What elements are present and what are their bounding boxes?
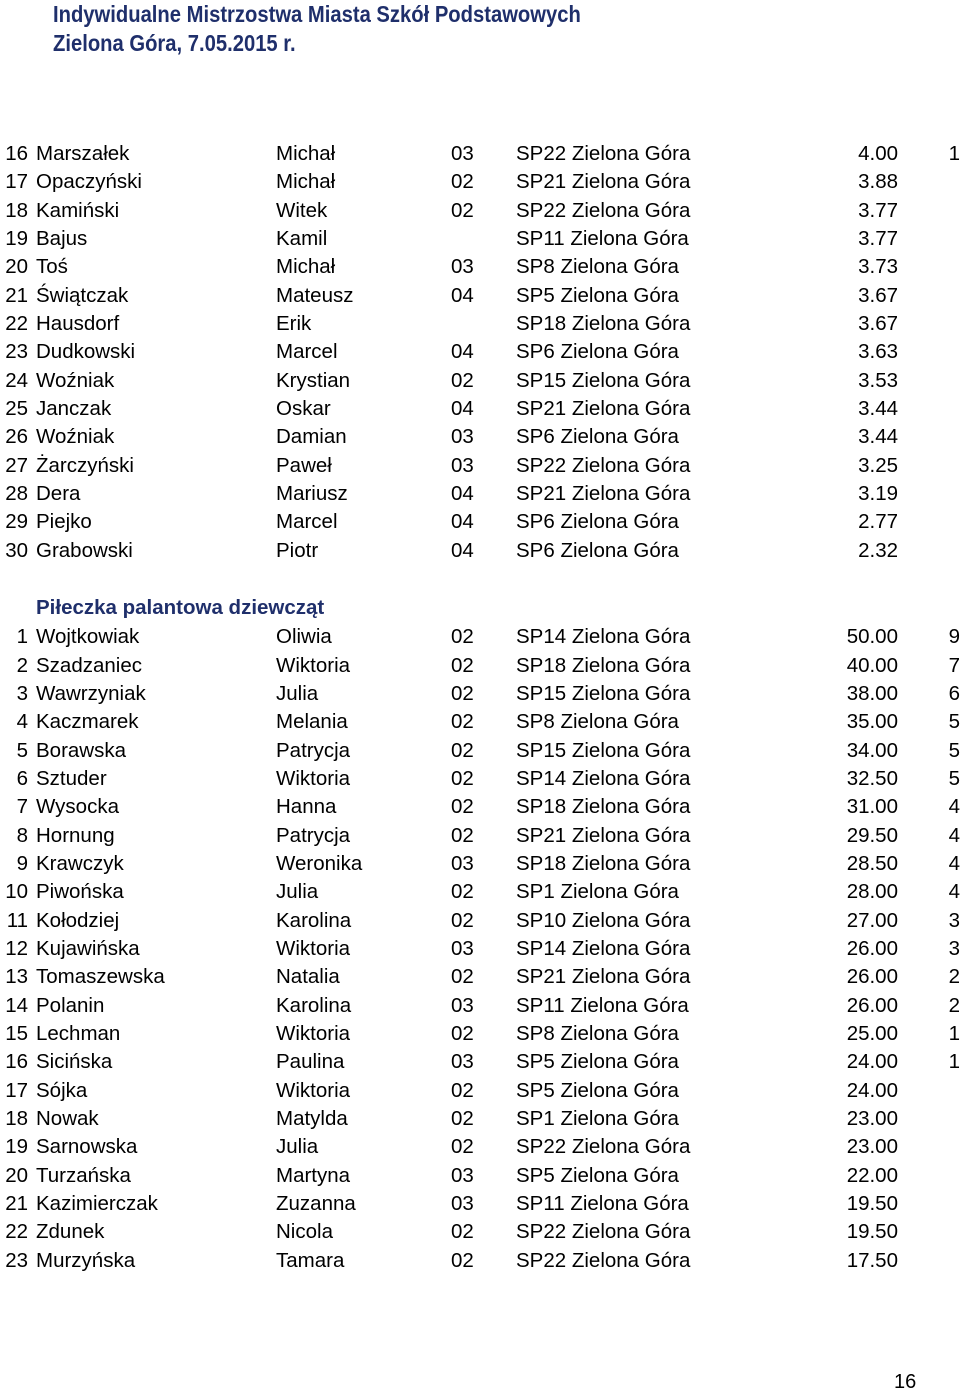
- cell-rank: 28: [5, 482, 28, 506]
- cell-surname: Zdunek: [36, 1220, 105, 1244]
- cell-school: SP6 Zielona Góra: [516, 340, 679, 364]
- cell-school: SP11 Zielona Góra: [516, 993, 689, 1017]
- cell-rank: 26: [5, 425, 28, 449]
- cell-rank: 7: [16, 795, 28, 819]
- cell-year: 03: [451, 851, 474, 875]
- cell-year: 02: [451, 1220, 474, 1244]
- cell-year: 04: [451, 283, 474, 307]
- cell-name: Julia: [276, 880, 319, 904]
- cell-name: Patrycja: [276, 738, 351, 762]
- cell-year: 04: [451, 340, 474, 364]
- girls-section-title: Piłeczka palantowa dziewcząt: [36, 596, 325, 620]
- cell-surname: Toś: [36, 255, 68, 279]
- table-row: [0, 907, 960, 935]
- cell-surname: Żarczyński: [36, 453, 134, 477]
- cell-surname: Kujawińska: [36, 936, 140, 960]
- cell-result: 38.00: [846, 681, 898, 705]
- cell-name: Mariusz: [276, 482, 348, 506]
- cell-name: Natalia: [276, 965, 340, 989]
- cell-name: Damian: [276, 425, 347, 449]
- table-row: [0, 623, 960, 651]
- cell-rank: 30: [5, 538, 28, 562]
- cell-surname: Kołodziej: [36, 908, 120, 932]
- cell-points: 6: [948, 681, 960, 705]
- cell-points: 4: [948, 880, 960, 904]
- table-row: [0, 508, 960, 536]
- cell-surname: Sicińska: [36, 1050, 113, 1074]
- cell-rank: 10: [5, 880, 28, 904]
- cell-name: Wiktoria: [276, 766, 351, 790]
- cell-result: 2.32: [858, 538, 898, 562]
- cell-name: Marcel: [276, 510, 338, 534]
- table-row: [0, 850, 960, 878]
- cell-result: 25.00: [846, 1021, 898, 1045]
- cell-name: Karolina: [276, 993, 352, 1017]
- cell-surname: Opaczyński: [36, 170, 142, 194]
- cell-rank: 6: [16, 766, 28, 790]
- table-row: [0, 1077, 960, 1105]
- cell-rank: 17: [5, 170, 28, 194]
- table-row: [0, 423, 960, 451]
- cell-surname: Borawska: [36, 738, 127, 762]
- cell-name: Julia: [276, 1135, 319, 1159]
- cell-year: 04: [451, 538, 474, 562]
- cell-school: SP18 Zielona Góra: [516, 795, 691, 819]
- cell-rank: 9: [16, 851, 28, 875]
- cell-school: SP6 Zielona Góra: [516, 425, 679, 449]
- cell-points: 1: [948, 1050, 960, 1074]
- cell-surname: Woźniak: [36, 368, 115, 392]
- table-row: [0, 395, 960, 423]
- cell-year: 02: [451, 1078, 474, 1102]
- cell-school: SP15 Zielona Góra: [516, 368, 691, 392]
- cell-school: SP18 Zielona Góra: [516, 653, 691, 677]
- cell-name: Wiktoria: [276, 936, 351, 960]
- cell-year: 02: [451, 823, 474, 847]
- table-row: [0, 253, 960, 281]
- cell-surname: Wawrzyniak: [36, 681, 146, 705]
- cell-school: SP1 Zielona Góra: [516, 1107, 679, 1130]
- cell-school: SP5 Zielona Góra: [516, 1078, 679, 1102]
- cell-name: Michał: [276, 170, 336, 194]
- cell-surname: Woźniak: [36, 425, 115, 449]
- cell-result: 3.73: [858, 255, 898, 279]
- cell-year: 02: [451, 965, 474, 989]
- cell-surname: Marszałek: [36, 142, 130, 165]
- cell-rank: 1: [16, 625, 28, 649]
- cell-rank: 4: [16, 710, 28, 734]
- cell-rank: 19: [5, 227, 28, 251]
- cell-school: SP5 Zielona Góra: [516, 283, 679, 307]
- cell-result: 26.00: [846, 936, 898, 960]
- cell-rank: 11: [6, 908, 28, 932]
- cell-surname: Kazimierczak: [36, 1192, 158, 1216]
- cell-school: SP21 Zielona Góra: [516, 170, 691, 194]
- cell-points: 1: [948, 142, 960, 165]
- cell-surname: Tomaszewska: [36, 965, 165, 989]
- cell-name: Wiktoria: [276, 1078, 351, 1102]
- cell-points: 4: [948, 851, 960, 875]
- cell-surname: Świątczak: [36, 283, 129, 307]
- cell-year: 02: [451, 1021, 474, 1045]
- cell-result: 24.00: [846, 1050, 898, 1074]
- cell-points: 2: [948, 993, 960, 1017]
- cell-surname: Piejko: [36, 510, 92, 534]
- cell-result: 19.50: [846, 1192, 898, 1216]
- cell-surname: Sarnowska: [36, 1135, 138, 1159]
- cell-name: Julia: [276, 681, 319, 705]
- header-date: Zielona Góra, 7.05.2015 r.: [53, 30, 296, 56]
- cell-surname: Krawczyk: [36, 851, 124, 875]
- cell-points: 3: [948, 936, 960, 960]
- cell-rank: 5: [16, 738, 28, 762]
- results-table: [0, 140, 960, 1275]
- cell-surname: Wojtkowiak: [36, 625, 140, 649]
- cell-name: Karolina: [276, 908, 352, 932]
- cell-name: Kamil: [276, 227, 328, 251]
- cell-school: SP22 Zielona Góra: [516, 1220, 691, 1244]
- cell-school: SP18 Zielona Góra: [516, 312, 691, 336]
- cell-rank: 18: [5, 198, 28, 222]
- cell-result: 3.63: [858, 340, 898, 364]
- cell-result: 31.00: [846, 795, 898, 819]
- cell-surname: Hornung: [36, 823, 115, 847]
- cell-year: 02: [451, 653, 474, 677]
- cell-school: SP8 Zielona Góra: [516, 255, 679, 279]
- cell-result: 3.67: [858, 283, 898, 307]
- cell-surname: Dera: [36, 482, 81, 506]
- table-row: [0, 225, 960, 253]
- cell-year: 02: [451, 1107, 474, 1130]
- cell-year: 02: [451, 681, 474, 705]
- cell-rank: 13: [5, 965, 28, 989]
- cell-points: 2: [948, 965, 960, 989]
- cell-rank: 17: [5, 1078, 28, 1102]
- cell-rank: 23: [5, 340, 28, 364]
- cell-school: SP18 Zielona Góra: [516, 851, 691, 875]
- cell-school: SP11 Zielona Góra: [516, 227, 689, 251]
- cell-name: Paweł: [276, 453, 332, 477]
- cell-school: SP10 Zielona Góra: [516, 908, 691, 932]
- cell-surname: Szadzaniec: [36, 653, 142, 677]
- cell-surname: Grabowski: [36, 538, 133, 562]
- cell-name: Hanna: [276, 795, 337, 819]
- cell-result: 27.00: [846, 908, 898, 932]
- cell-school: SP14 Zielona Góra: [516, 766, 691, 790]
- cell-result: 19.50: [846, 1220, 898, 1244]
- cell-rank: 25: [5, 397, 28, 421]
- table-row: [0, 992, 960, 1020]
- cell-rank: 15: [5, 1021, 28, 1045]
- cell-rank: 21: [5, 1192, 28, 1216]
- cell-school: SP1 Zielona Góra: [516, 880, 679, 904]
- cell-points: 1: [948, 1021, 960, 1045]
- cell-points: 4: [948, 795, 960, 819]
- cell-points: 5: [948, 738, 960, 762]
- cell-year: 02: [451, 1135, 474, 1159]
- cell-name: Matylda: [276, 1107, 348, 1130]
- cell-year: 02: [451, 766, 474, 790]
- cell-name: Mateusz: [276, 283, 354, 307]
- cell-year: 02: [451, 368, 474, 392]
- cell-school: SP11 Zielona Góra: [516, 1192, 689, 1216]
- cell-rank: 27: [5, 453, 28, 477]
- cell-surname: Wysocka: [36, 795, 119, 819]
- cell-result: 23.00: [846, 1107, 898, 1130]
- cell-points: 5: [948, 766, 960, 790]
- cell-points: 3: [948, 908, 960, 932]
- cell-result: 22.00: [846, 1163, 898, 1187]
- cell-result: 3.67: [858, 312, 898, 336]
- cell-name: Wiktoria: [276, 653, 351, 677]
- table-row: [0, 1162, 960, 1190]
- cell-year: 03: [451, 993, 474, 1017]
- cell-school: SP21 Zielona Góra: [516, 823, 691, 847]
- table-row: [0, 338, 960, 366]
- cell-rank: 8: [16, 823, 28, 847]
- cell-surname: Janczak: [36, 397, 112, 421]
- cell-year: 02: [451, 710, 474, 734]
- cell-name: Erik: [276, 312, 312, 336]
- cell-result: 32.50: [846, 766, 898, 790]
- header-title: Indywidualne Mistrzostwa Miasta Szkół Podstawowych: [53, 1, 581, 27]
- cell-school: SP6 Zielona Góra: [516, 538, 679, 562]
- cell-school: SP5 Zielona Góra: [516, 1050, 679, 1074]
- cell-result: 2.77: [858, 510, 898, 534]
- table-row: [0, 652, 960, 680]
- boys-results: [0, 140, 960, 565]
- page-number: 16: [894, 1371, 917, 1393]
- cell-result: 3.77: [858, 227, 898, 251]
- section-gap: [0, 565, 960, 593]
- table-row: [0, 708, 960, 736]
- cell-school: SP5 Zielona Góra: [516, 1163, 679, 1187]
- cell-name: Paulina: [276, 1050, 345, 1074]
- cell-surname: Nowak: [36, 1107, 99, 1130]
- table-row: [0, 765, 960, 793]
- cell-name: Nicola: [276, 1220, 333, 1244]
- cell-school: SP14 Zielona Góra: [516, 625, 691, 649]
- cell-school: SP14 Zielona Góra: [516, 936, 691, 960]
- table-row: [0, 367, 960, 395]
- cell-school: SP15 Zielona Góra: [516, 738, 691, 762]
- cell-school: SP21 Zielona Góra: [516, 965, 691, 989]
- cell-year: 04: [451, 397, 474, 421]
- cell-result: 26.00: [846, 993, 898, 1017]
- cell-year: 02: [451, 795, 474, 819]
- cell-points: 7: [948, 653, 960, 677]
- table-row: [0, 168, 960, 196]
- cell-surname: Piwońska: [36, 880, 124, 904]
- cell-result: 3.19: [858, 482, 898, 506]
- table-row: [0, 737, 960, 765]
- cell-year: 03: [451, 255, 474, 279]
- cell-year: 02: [451, 908, 474, 932]
- cell-result: 23.00: [846, 1135, 898, 1159]
- table-row: [0, 282, 960, 310]
- cell-rank: 16: [5, 142, 28, 165]
- cell-rank: 21: [5, 283, 28, 307]
- cell-name: Krystian: [276, 368, 351, 392]
- cell-surname: Lechman: [36, 1021, 121, 1045]
- cell-result: 3.77: [858, 198, 898, 222]
- table-row: [0, 537, 960, 565]
- table-row: [0, 310, 960, 338]
- cell-result: 50.00: [846, 625, 898, 649]
- table-row: [0, 935, 960, 963]
- cell-year: 03: [451, 1192, 474, 1216]
- cell-rank: 16: [5, 1050, 28, 1074]
- cell-year: 02: [451, 198, 474, 222]
- cell-school: SP22 Zielona Góra: [516, 453, 691, 477]
- cell-result: 26.00: [846, 965, 898, 989]
- cell-name: Melania: [276, 710, 348, 734]
- cell-rank: 14: [5, 993, 28, 1017]
- cell-points: 5: [948, 710, 960, 734]
- cell-year: 03: [451, 453, 474, 477]
- cell-result: 3.44: [858, 397, 898, 421]
- girls-results: [0, 623, 960, 1275]
- cell-rank: 19: [5, 1135, 28, 1159]
- cell-surname: Hausdorf: [36, 312, 120, 336]
- cell-points: 9: [948, 625, 960, 649]
- cell-name: Zuzanna: [276, 1192, 356, 1216]
- cell-rank: 29: [5, 510, 28, 534]
- cell-rank: 3: [16, 681, 28, 705]
- cell-result: 17.50: [846, 1248, 898, 1272]
- cell-name: Michał: [276, 255, 336, 279]
- cell-year: 02: [451, 170, 474, 194]
- cell-surname: Dudkowski: [36, 340, 136, 364]
- cell-school: SP6 Zielona Góra: [516, 510, 679, 534]
- cell-school: SP21 Zielona Góra: [516, 397, 691, 421]
- table-row: [0, 1190, 960, 1218]
- cell-result: 3.88: [858, 170, 898, 194]
- cell-surname: Turzańska: [36, 1163, 131, 1187]
- cell-school: SP8 Zielona Góra: [516, 710, 679, 734]
- cell-name: Oskar: [276, 397, 331, 421]
- cell-rank: 22: [5, 312, 28, 336]
- cell-name: Piotr: [276, 538, 319, 562]
- cell-school: SP22 Zielona Góra: [516, 198, 691, 222]
- cell-rank: 2: [16, 653, 28, 677]
- cell-result: 3.25: [858, 453, 898, 477]
- cell-school: SP22 Zielona Góra: [516, 1248, 691, 1272]
- cell-rank: 20: [5, 255, 28, 279]
- cell-result: 3.44: [858, 425, 898, 449]
- table-row: [0, 1133, 960, 1161]
- cell-surname: Polanin: [36, 993, 105, 1017]
- cell-result: 40.00: [846, 653, 898, 677]
- table-row: [0, 480, 960, 508]
- cell-surname: Kaczmarek: [36, 710, 139, 734]
- table-row: [0, 822, 960, 850]
- cell-year: 04: [451, 510, 474, 534]
- cell-school: SP21 Zielona Góra: [516, 482, 691, 506]
- cell-year: 03: [451, 142, 474, 165]
- cell-name: Martyna: [276, 1163, 351, 1187]
- cell-year: 04: [451, 482, 474, 506]
- cell-surname: Bajus: [36, 227, 88, 251]
- cell-name: Tamara: [276, 1248, 345, 1272]
- table-row: [0, 680, 960, 708]
- cell-rank: 23: [5, 1248, 28, 1272]
- cell-surname: Kamiński: [36, 198, 120, 222]
- table-row: [0, 1218, 960, 1246]
- cell-year: 02: [451, 880, 474, 904]
- cell-surname: Murzyńska: [36, 1248, 136, 1272]
- cell-year: 03: [451, 1163, 474, 1187]
- cell-year: 03: [451, 1050, 474, 1074]
- cell-rank: 12: [5, 936, 28, 960]
- document-header: [53, 0, 581, 58]
- table-row: [0, 140, 960, 168]
- cell-points: 4: [948, 823, 960, 847]
- cell-surname: Sztuder: [36, 766, 107, 790]
- cell-rank: 18: [5, 1107, 28, 1130]
- cell-result: 4.00: [858, 142, 898, 165]
- cell-name: Oliwia: [276, 625, 332, 649]
- cell-school: SP22 Zielona Góra: [516, 1135, 691, 1159]
- cell-result: 35.00: [846, 710, 898, 734]
- cell-name: Michał: [276, 142, 336, 165]
- cell-name: Marcel: [276, 340, 338, 364]
- cell-year: 02: [451, 1248, 474, 1272]
- cell-result: 28.50: [846, 851, 898, 875]
- cell-surname: Sójka: [36, 1078, 88, 1102]
- cell-year: 02: [451, 738, 474, 762]
- table-row: [0, 1020, 960, 1048]
- table-row: [0, 793, 960, 821]
- table-row: [0, 878, 960, 906]
- cell-school: SP22 Zielona Góra: [516, 142, 691, 165]
- cell-result: 29.50: [846, 823, 898, 847]
- table-row: [0, 452, 960, 480]
- table-row: [0, 197, 960, 225]
- cell-rank: 24: [5, 368, 28, 392]
- cell-result: 34.00: [846, 738, 898, 762]
- cell-year: 03: [451, 936, 474, 960]
- cell-school: SP8 Zielona Góra: [516, 1021, 679, 1045]
- table-row: [0, 1247, 960, 1275]
- cell-result: 28.00: [846, 880, 898, 904]
- cell-year: 02: [451, 625, 474, 649]
- cell-year: 03: [451, 425, 474, 449]
- cell-name: Witek: [276, 198, 328, 222]
- table-row: [0, 1048, 960, 1076]
- cell-name: Weronika: [276, 851, 363, 875]
- cell-name: Wiktoria: [276, 1021, 351, 1045]
- cell-result: 3.53: [858, 368, 898, 392]
- table-row: [0, 1105, 960, 1133]
- cell-rank: 22: [5, 1220, 28, 1244]
- table-row: [0, 963, 960, 991]
- cell-result: 24.00: [846, 1078, 898, 1102]
- cell-rank: 20: [5, 1163, 28, 1187]
- cell-school: SP15 Zielona Góra: [516, 681, 691, 705]
- cell-name: Patrycja: [276, 823, 351, 847]
